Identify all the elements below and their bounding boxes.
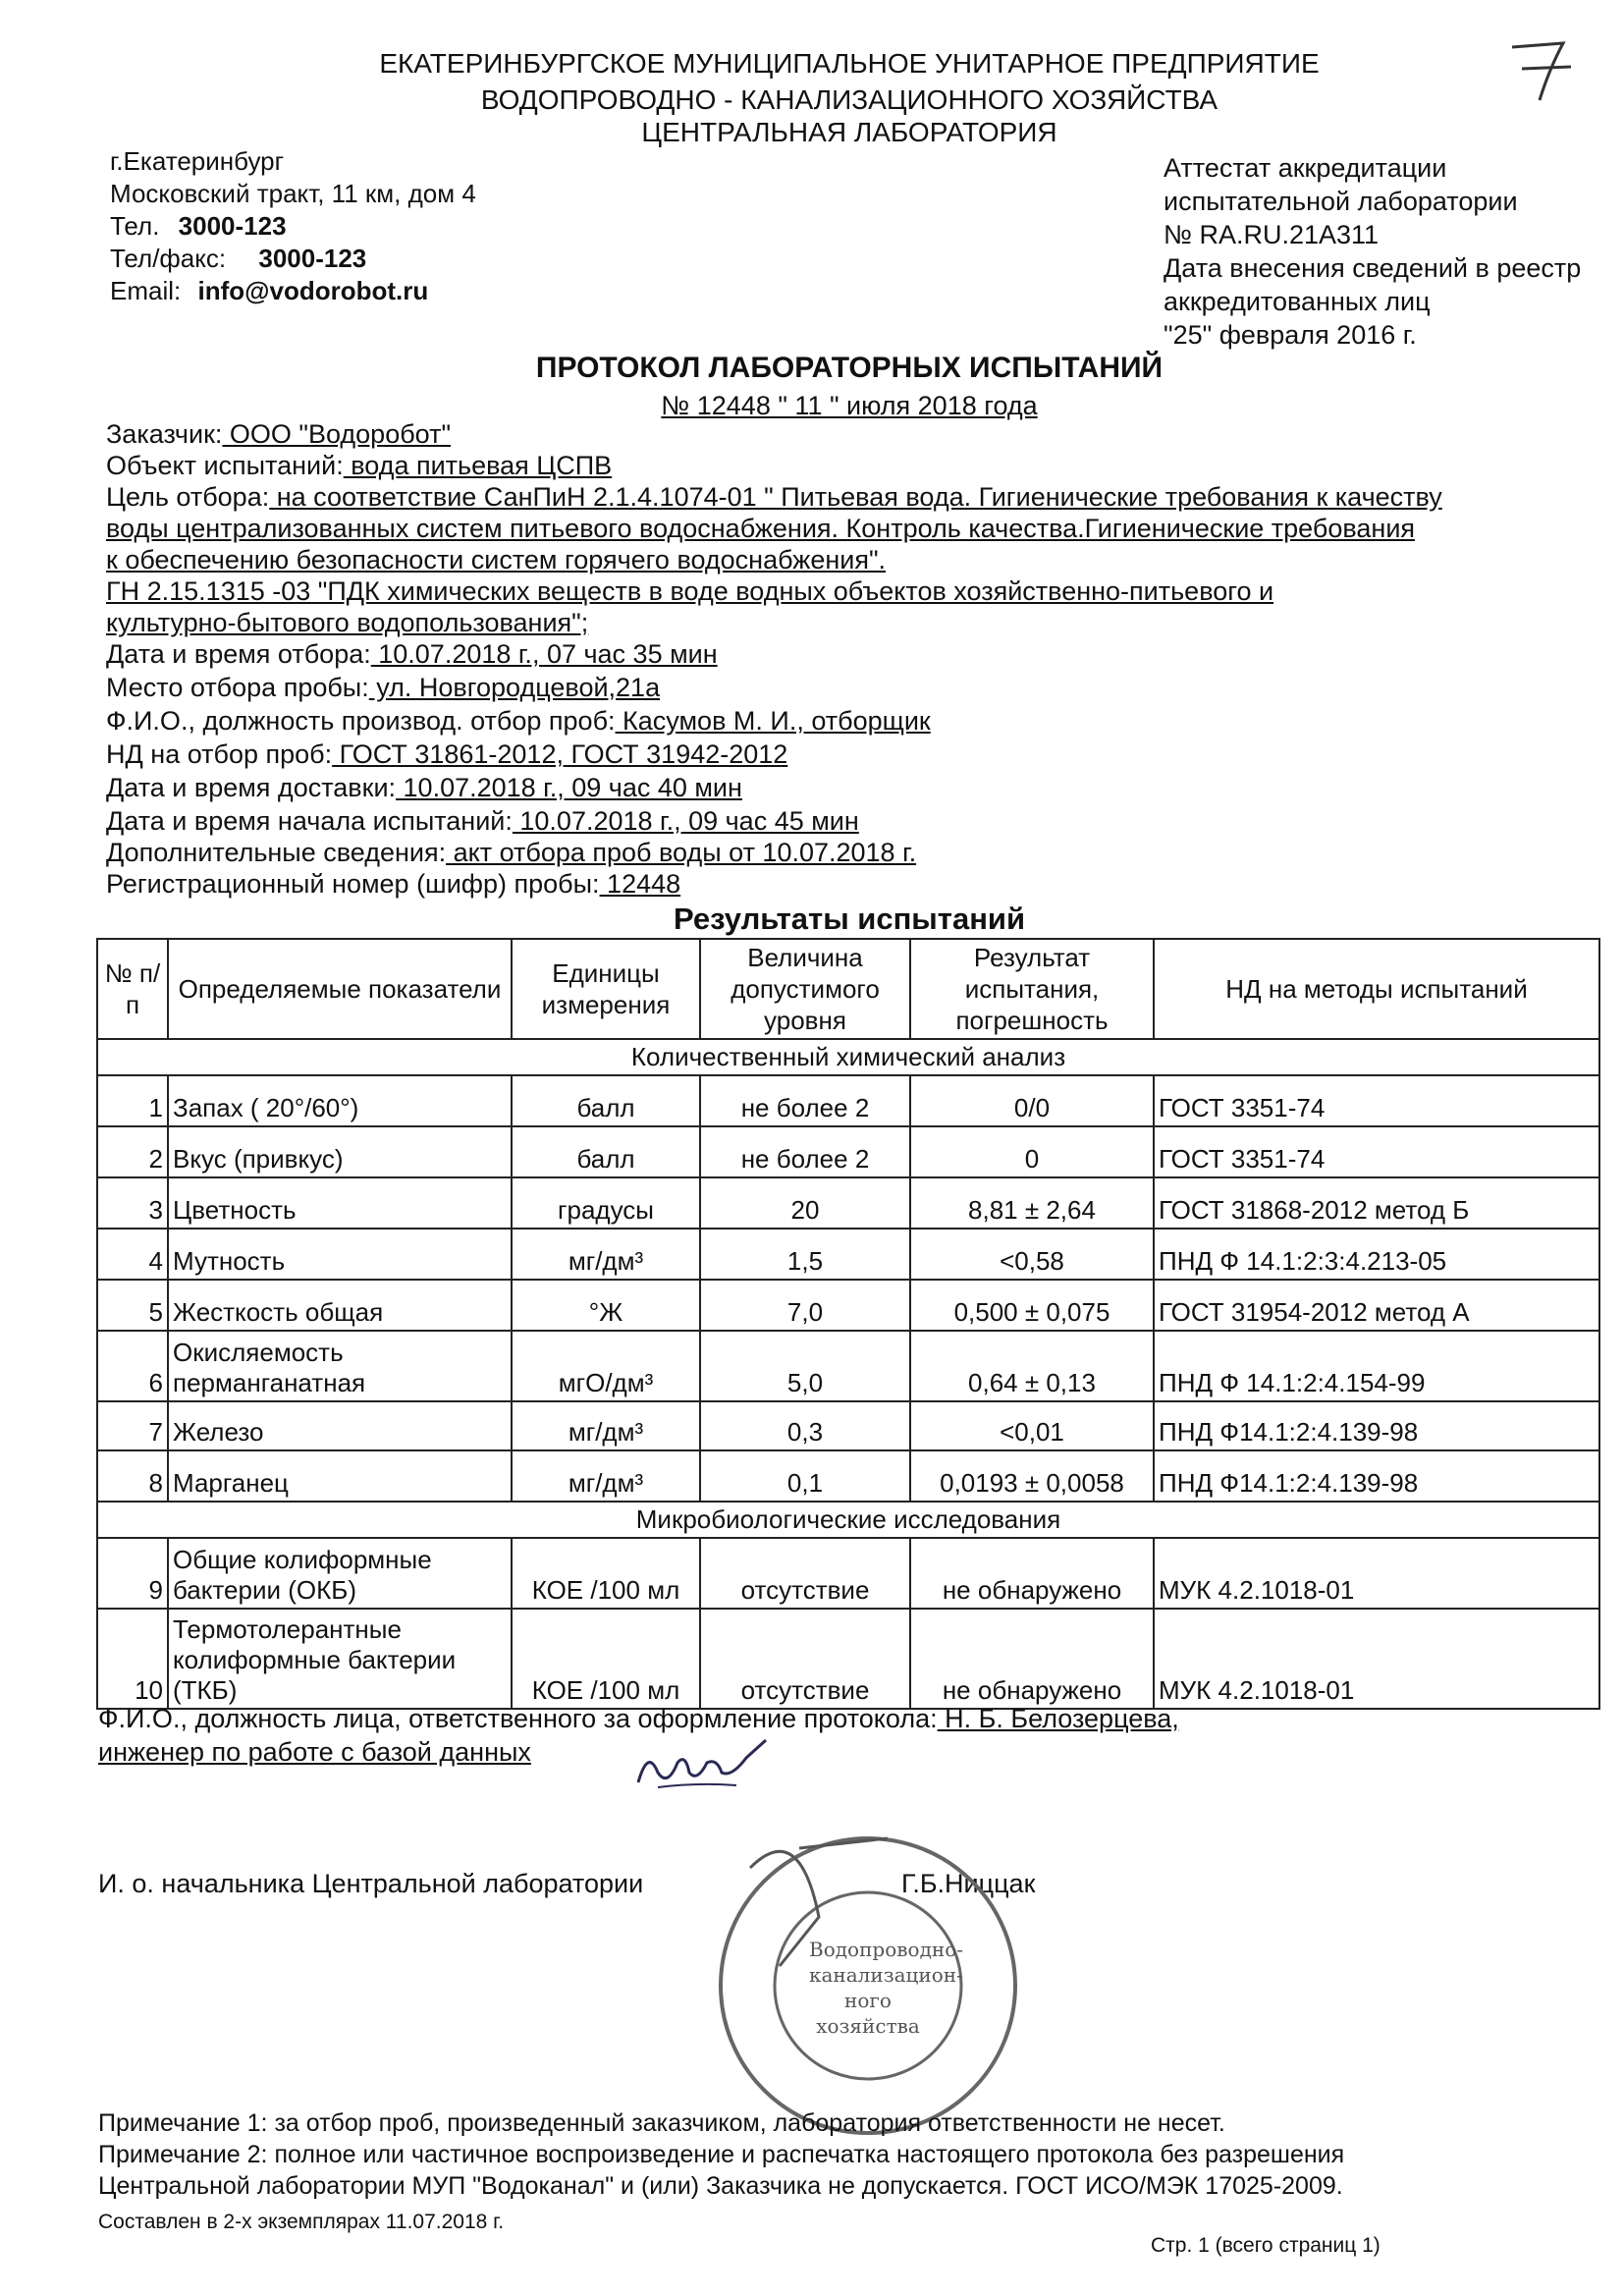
- note-2b: Центральной лаборатории МУП "Водоканал" и (или) Заказчика не допускается. ГОСТ ИСО/МЭК 17025-2009.: [98, 2172, 1343, 2200]
- results-table: [96, 938, 1600, 1710]
- field-object: Объект испытаний: вода питьевая ЦСПВ: [106, 451, 613, 480]
- field-reg-number: Регистрационный номер (шифр) пробы: 12448: [106, 869, 681, 899]
- protocol-number: № 12448 " 11 " июля 2018 года: [661, 391, 1038, 420]
- accreditation-number: № RA.RU.21A311: [1164, 220, 1380, 249]
- address-email: Email: info@vodorobot.ru: [110, 276, 429, 305]
- accreditation-date: "25" февраля 2016 г.: [1164, 320, 1417, 350]
- header-result: Результат испытания, погрешность: [910, 939, 1154, 1039]
- address-street: Московский тракт, 11 км, дом 4: [110, 179, 476, 208]
- section-row-chem: [97, 1039, 1599, 1075]
- header-method: НД на методы испытаний: [1154, 939, 1599, 1039]
- field-sampling-place: Место отбора пробы: ул. Новгородцевой,21а: [106, 673, 661, 702]
- tel-value: 3000-123: [178, 211, 287, 241]
- protocol-title: ПРОТОКОЛ ЛАБОРАТОРНЫХ ИСПЫТАНИЙ: [535, 352, 1164, 384]
- header-units: Единицы измерения: [512, 939, 700, 1039]
- accreditation-line2: испытательной лаборатории: [1164, 187, 1518, 216]
- section-micro: Микробиологические исследования: [97, 1502, 1599, 1538]
- signature-responsible: [628, 1728, 776, 1812]
- address-tel: Тел. 3000-123: [110, 211, 287, 241]
- org-name-line2: ВОДОПРОВОДНО - КАНАЛИЗАЦИОННОГО ХОЗЯЙСТВА: [480, 84, 1218, 115]
- table-row: 10 Термотолерантные колиформные бактерии (ТКБ) КОЕ /100 мл отсутствие не обнаружено МУК 4.2.1018-01: [97, 1609, 1599, 1709]
- accreditation-line5: аккредитованных лиц: [1164, 287, 1431, 316]
- address-fax: Тел/факс: 3000-123: [110, 244, 367, 273]
- responsible-person: Ф.И.О., должность лица, ответственного за оформление протокола: Н. Б. Белозерцева,: [98, 1704, 1179, 1733]
- field-sampling-datetime: Дата и время отбора: 10.07.2018 г., 07 час 35 мин: [106, 639, 718, 669]
- field-sampler: Ф.И.О., должность производ. отбор проб: Касумов М. И., отборщик: [106, 706, 931, 736]
- table-row: 6 Окисляемость перманганатная мгО/дм³ 5,0 0,64 ± 0,13 ПНД Ф 14.1:2:4.154-99: [97, 1331, 1599, 1401]
- table-row: 5 Жесткость общая °Ж 7,0 0,500 ± 0,075 ГОСТ 31954-2012 метод А: [97, 1280, 1599, 1331]
- header-indicator: Определяемые показатели: [168, 939, 512, 1039]
- note-2a: Примечание 2: полное или частичное воспроизведение и распечатка настоящего протокола без разрешения: [98, 2141, 1345, 2168]
- address-city: г.Екатеринбург: [110, 146, 285, 176]
- head-name: Г.Б.Ниццак: [901, 1869, 1036, 1898]
- stamp-text: Водопроводно-: [809, 1938, 964, 1961]
- table-row: 3 Цветность градусы 20 8,81 ± 2,64 ГОСТ 31868-2012 метод Б: [97, 1177, 1599, 1229]
- accreditation-line4: Дата внесения сведений в реестр: [1164, 253, 1582, 283]
- table-row: 8 Марганец мг/дм³ 0,1 0,0193 ± 0,0058 ПНД Ф14.1:2:4.139-98: [97, 1450, 1599, 1502]
- section-chem: Количественный химический анализ: [97, 1039, 1599, 1075]
- field-purpose-line3: к обеспечению безопасности систем горячего водоснабжения".: [106, 545, 887, 574]
- field-test-start: Дата и время начала испытаний: 10.07.2018 г., 09 час 45 мин: [106, 806, 859, 836]
- org-name-line3: ЦЕНТРАЛЬНАЯ ЛАБОРАТОРИЯ: [641, 117, 1057, 147]
- responsible-position: инженер по работе с базой данных: [98, 1737, 531, 1767]
- table-header-row: [97, 939, 1599, 1039]
- field-nd-sampling: НД на отбор проб: ГОСТ 31861-2012, ГОСТ 31942-2012: [106, 739, 788, 769]
- table-row: 4 Мутность мг/дм³ 1,5 <0,58 ПНД Ф 14.1:2:3:4.213-05: [97, 1229, 1599, 1280]
- results-title: Результаты испытаний: [673, 902, 1026, 936]
- accreditation-line1: Аттестат аккредитации: [1164, 153, 1447, 183]
- field-additional: Дополнительные сведения: акт отбора проб воды от 10.07.2018 г.: [106, 838, 917, 867]
- field-customer: Заказчик: ООО "Водоробот": [106, 419, 452, 449]
- table-row: 7 Железо мг/дм³ 0,3 <0,01 ПНД Ф14.1:2:4.139-98: [97, 1401, 1599, 1450]
- handwritten-page-number: [1502, 29, 1591, 113]
- page-number: Стр. 1 (всего страниц 1): [1151, 2234, 1380, 2257]
- header-num: № п/п: [97, 939, 168, 1039]
- field-purpose-line4: ГН 2.15.1315 -03 "ПДК химических веществ в воде водных объектов хозяйственно-питьевого и: [106, 576, 1274, 606]
- field-delivery: Дата и время доставки: 10.07.2018 г., 09 час 40 мин: [106, 773, 742, 802]
- organization-stamp: Водопроводно- канализацион- ного хозяйства: [711, 1829, 1025, 2143]
- copies-note: Составлен в 2-х экземплярах 11.07.2018 г.: [98, 2211, 505, 2233]
- email-value: info@vodorobot.ru: [197, 276, 429, 305]
- org-name-line1: ЕКАТЕРИНБУРГСКОЕ МУНИЦИПАЛЬНОЕ УНИТАРНОЕ ПРЕДПРИЯТИЕ: [379, 48, 1320, 79]
- header-limit: Величина допустимого уровня: [700, 939, 910, 1039]
- field-purpose-line5: культурно-бытового водопользования";: [106, 608, 589, 637]
- table-row: 9 Общие колиформные бактерии (ОКБ) КОЕ /100 мл отсутствие не обнаружено МУК 4.2.1018-01: [97, 1538, 1599, 1609]
- field-purpose-line2: воды централизованных систем питьевого водоснабжения. Контроль качества.Гигиенические требования: [106, 514, 1416, 543]
- note-1: Примечание 1: за отбор проб, произведенный заказчиком, лаборатория ответственности не несет.: [98, 2109, 1225, 2137]
- field-purpose: Цель отбора: на соответствие СанПиН 2.1.4.1074-01 " Питьевая вода. Гигиенические требования к качеству: [106, 482, 1442, 512]
- table-row: 1 Запах ( 20°/60°) балл не более 2 0/0 ГОСТ 3351-74: [97, 1075, 1599, 1126]
- head-label: И. о. начальника Центральной лаборатории: [98, 1869, 644, 1898]
- table-row: 2 Вкус (привкус) балл не более 2 0 ГОСТ 3351-74: [97, 1126, 1599, 1177]
- section-row-micro: [97, 1502, 1599, 1538]
- fax-value: 3000-123: [258, 244, 367, 273]
